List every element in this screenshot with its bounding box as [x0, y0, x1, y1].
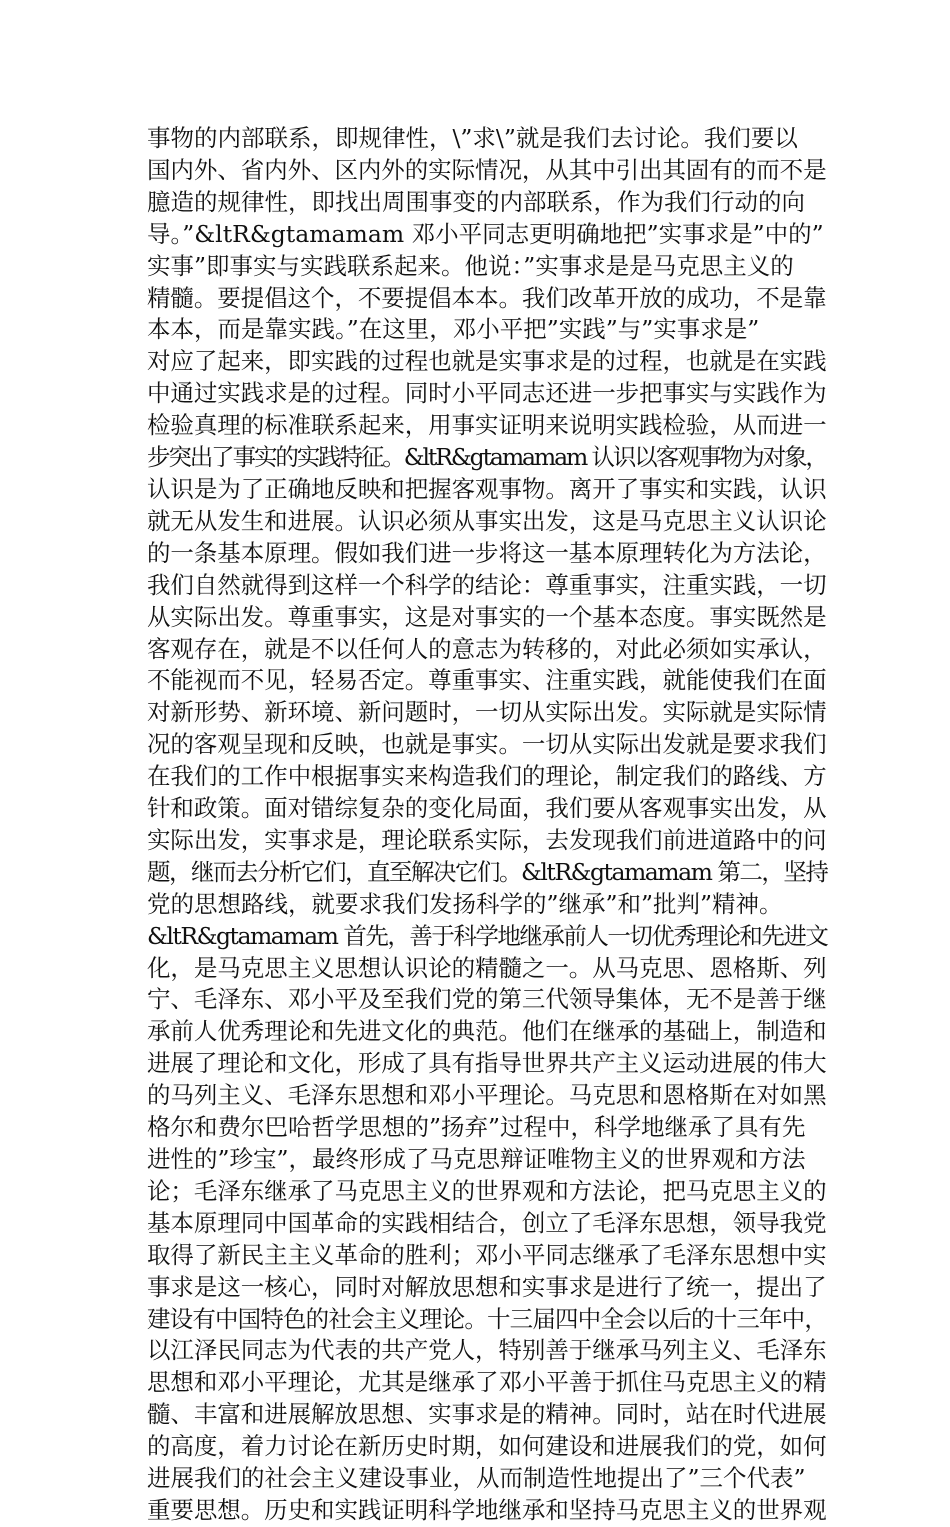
text-line: 思想和邓小平理论，尤其是继承了邓小平善于抓住马克思主义的精	[147, 1368, 827, 1397]
text-line: 化，是马克思主义思想认识论的精髓之一。从马克思、恩格斯、列	[147, 953, 827, 982]
text-line: 进展我们的社会主义建设事业，从而制造性地提出了”三个代表”	[147, 1464, 806, 1493]
text-line: 步突出了事实的实践特征。&ltR&gtamamam 认识以客观事物为对象，	[147, 443, 827, 472]
text-line: 承前人优秀理论和先进文化的典范。他们在继承的基础上，制造和	[147, 1017, 827, 1046]
text-line: 实际出发，实事求是，理论联系实际，去发现我们前进道路中的问	[147, 825, 827, 854]
text-line: 题，继而去分析它们，直至解决它们。&ltR&gtamamam 第二，坚持	[147, 857, 828, 886]
text-line: 况的客观呈现和反映，也就是事实。一切从实际出发就是要求我们	[147, 730, 827, 759]
text-line: 党的思想路线，就要求我们发扬科学的”继承”和”批判”精神。	[147, 889, 783, 918]
text-line: 精髓。要提倡这个，不要提倡本本。我们改革开放的成功，不是靠	[147, 283, 827, 312]
text-line: 不能视而不见，轻易否定。尊重事实、注重实践，就能使我们在面	[147, 666, 827, 695]
text-line: 进展了理论和文化，形成了具有指导世界共产主义运动进展的伟大	[147, 1049, 827, 1078]
text-line: 论；毛泽东继承了马克思主义的世界观和方法论，把马克思主义的	[147, 1176, 827, 1205]
text-line: 在我们的工作中根据事实来构造我们的理论，制定我们的路线、方	[147, 762, 827, 791]
text-line: 中通过实践求是的过程。同时小平同志还进一步把事实与实践作为	[147, 379, 827, 408]
text-line: 进性的”珍宝”，最终形成了马克思辩证唯物主义的世界观和方法	[147, 1145, 806, 1173]
text-line: 本本，而是靠实践。”在这里，邓小平把”实践”与”实事求是”	[147, 315, 760, 344]
text-line: 检验真理的标准联系起来，用事实证明来说明实践检验，从而进一	[147, 411, 827, 440]
text-line: 建设有中国特色的社会主义理论。十三届四中全会以后的十三年中，	[147, 1304, 827, 1333]
text-line: 事物的内部联系，即规律性，\”求\”就是我们去讨论。我们要以	[147, 124, 798, 152]
text-line: &ltR&gtamamam 首先，善于科学地继承前人一切优秀理论和先进文	[147, 921, 828, 950]
text-line: 宁、毛泽东、邓小平及至我们党的第三代领导集体，无不是善于继	[147, 985, 827, 1014]
text-line: 从实际出发。尊重事实，这是对事实的一个基本态度。事实既然是	[147, 602, 827, 631]
text-line: 取得了新民主主义革命的胜利；邓小平同志继承了毛泽东思想中实	[147, 1240, 827, 1269]
text-line: 客观存在，就是不以任何人的意志为转移的，对此必须如实承认，	[147, 634, 827, 663]
text-line: 臆造的规律性，即找出周围事变的内部联系，作为我们行动的向	[147, 187, 805, 216]
text-line: 针和政策。面对错综复杂的变化局面，我们要从客观事实出发，从	[147, 794, 827, 823]
text-line: 实事”即事实与实践联系起来。他说：”实事求是是马克思主义的	[147, 251, 794, 280]
text-line: 对应了起来，即实践的过程也就是实事求是的过程，也就是在实践	[147, 347, 827, 376]
text-line: 的马列主义、毛泽东思想和邓小平理论。马克思和恩格斯在对如黑	[147, 1081, 827, 1110]
text-line: 以江泽民同志为代表的共产党人，特别善于继承马列主义、毛泽东	[147, 1336, 827, 1365]
text-line: 的一条基本原理。假如我们进一步将这一基本原理转化为方法论，	[147, 538, 827, 567]
text-line: 基本原理同中国革命的实践相结合，创立了毛泽东思想，领导我党	[147, 1208, 827, 1237]
text-line: 我们自然就得到这样一个科学的结论：尊重事实，注重实践，一切	[147, 570, 827, 599]
text-line: 髓、丰富和进展解放思想、实事求是的精神。同时，站在时代进展	[147, 1400, 827, 1429]
text-line: 重要思想。历史和实践证明科学地继承和坚持马克思主义的世界观	[147, 1495, 827, 1524]
text-line: 事求是这一核心，同时对解放思想和实事求是进行了统一，提出了	[147, 1272, 827, 1301]
text-line: 导。”&ltR&gtamamam 邓小平同志更明确地把”实事求是”中的”	[147, 219, 824, 248]
text-line: 的高度，着力讨论在新历史时期，如何建设和进展我们的党，如何	[147, 1432, 827, 1461]
text-line: 国内外、省内外、区内外的实际情况，从其中引出其固有的而不是	[147, 155, 827, 184]
text-line: 格尔和费尔巴哈哲学思想的”扬弃”过程中，科学地继承了具有先	[147, 1113, 806, 1142]
body-text	[147, 123, 827, 1527]
text-line: 就无从发生和进展。认识必须从事实出发，这是马克思主义认识论	[147, 506, 827, 535]
text-line: 认识是为了正确地反映和把握客观事物。离开了事实和实践，认识	[147, 474, 827, 503]
text-line: 对新形势、新环境、新问题时，一切从实际出发。实际就是实际情	[147, 698, 827, 727]
